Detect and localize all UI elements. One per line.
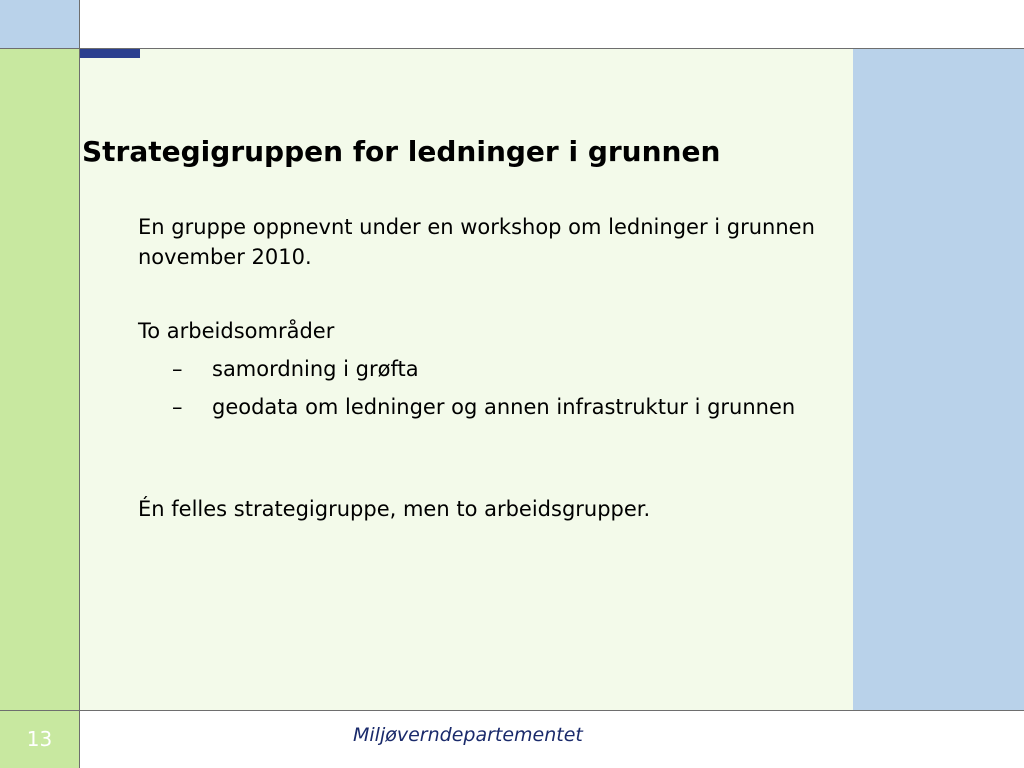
right-blue-column bbox=[853, 49, 1024, 710]
top-divider bbox=[0, 48, 1024, 49]
bottom-divider bbox=[0, 710, 1024, 711]
top-left-blue-block bbox=[0, 0, 79, 48]
bullet-text: geodata om ledninger og annen infrastruktur i grunnen bbox=[212, 395, 796, 419]
bullet-text: samordning i grøfta bbox=[212, 357, 419, 381]
bullet-dash: – bbox=[172, 357, 183, 381]
page-number: 13 bbox=[26, 727, 53, 751]
accent-bar bbox=[80, 49, 140, 58]
conclusion-paragraph: Én felles strategigruppe, men to arbeidsgrupper. bbox=[138, 497, 651, 521]
vertical-divider bbox=[79, 0, 80, 768]
left-green-column bbox=[0, 49, 79, 710]
footer-organization: Miljøverndepartementet bbox=[353, 724, 583, 746]
intro-paragraph: En gruppe oppnevnt under en workshop om ledninger i grunnen november 2010. bbox=[138, 215, 815, 269]
bullet-dash: – bbox=[172, 395, 183, 419]
slide-title: Strategigruppen for ledninger i grunnen bbox=[82, 135, 721, 168]
header-area bbox=[80, 0, 1024, 48]
work-areas-heading: To arbeidsområder bbox=[138, 319, 335, 343]
